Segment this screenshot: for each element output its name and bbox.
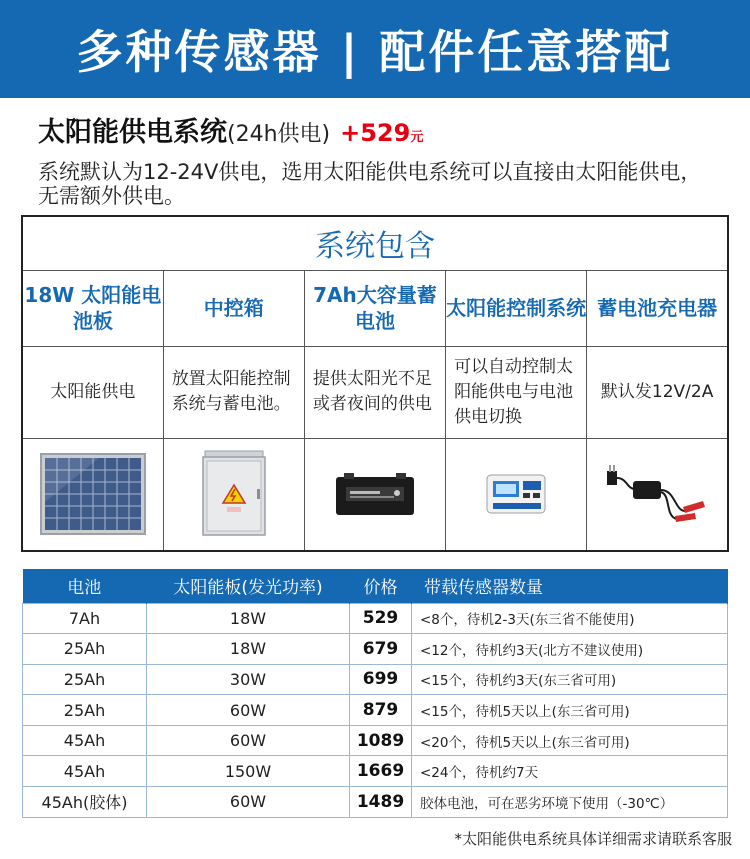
- panel-cell: 18W: [147, 634, 350, 665]
- battery-cell: 45Ah(胶体): [23, 787, 147, 818]
- item-name: 蓄电池充电器: [587, 270, 728, 346]
- solar-panel-image: [39, 452, 147, 536]
- battery-charger-image: [605, 461, 709, 527]
- header-banner: [0, 0, 750, 98]
- table-row: [23, 603, 728, 634]
- product-heading: [38, 110, 423, 149]
- table-row: [23, 634, 728, 665]
- item-name: 18W 太阳能电池板: [22, 270, 163, 346]
- item-image-cell: [446, 438, 587, 551]
- column-header: 电池: [23, 569, 147, 603]
- table-row: [23, 725, 728, 756]
- panel-cell: 60W: [147, 725, 350, 756]
- contents-title: 系统包含: [22, 216, 728, 270]
- product-price: +529: [340, 119, 411, 147]
- system-contents-table: [21, 215, 729, 552]
- panel-cell: 60W: [147, 787, 350, 818]
- table-row: [23, 664, 728, 695]
- control-box-image: [199, 449, 269, 539]
- product-description: 系统默认为12-24V供电，选用太阳能供电系统可以直接由太阳能供电，无需额外供电。: [38, 160, 702, 208]
- table-row: [23, 787, 728, 818]
- price-cell: 679: [350, 634, 412, 665]
- product-name: 太阳能供电系统: [38, 117, 227, 148]
- item-image-cell: [163, 438, 304, 551]
- battery-cell: 25Ah: [23, 634, 147, 665]
- capacity-cell: <20个，待机5天以上(东三省可用): [412, 725, 728, 756]
- battery-cell: 25Ah: [23, 664, 147, 695]
- panel-cell: 30W: [147, 664, 350, 695]
- price-cell: 1669: [350, 756, 412, 787]
- price-cell: 1489: [350, 787, 412, 818]
- battery-cell: 7Ah: [23, 603, 147, 634]
- item-desc: 提供太阳光不足或者夜间的供电: [304, 346, 445, 438]
- banner-title: 多种传感器 | 配件任意搭配: [76, 25, 674, 79]
- price-cell: 879: [350, 695, 412, 726]
- column-header: 价格: [350, 569, 412, 603]
- footnote: *太阳能供电系统具体详细需求请联系客服: [454, 830, 732, 848]
- capacity-cell: <24个，待机约7天: [412, 756, 728, 787]
- price-unit: 元: [410, 130, 424, 145]
- battery-cell: 25Ah: [23, 695, 147, 726]
- item-desc: 默认发12V/2A: [587, 346, 728, 438]
- battery-image: [334, 471, 416, 517]
- item-desc: 太阳能供电: [22, 346, 163, 438]
- capacity-cell: <15个，待机5天以上(东三省可用): [412, 695, 728, 726]
- battery-cell: 45Ah: [23, 756, 147, 787]
- capacity-cell: <12个，待机约3天(北方不建议使用): [412, 634, 728, 665]
- solar-controller-image: [485, 471, 547, 517]
- battery-cell: 45Ah: [23, 725, 147, 756]
- panel-cell: 150W: [147, 756, 350, 787]
- capacity-cell: <15个，待机约3天(东三省可用): [412, 664, 728, 695]
- table-row: [23, 695, 728, 726]
- panel-cell: 18W: [147, 603, 350, 634]
- capacity-cell: <8个，待机2-3天(东三省不能使用): [412, 603, 728, 634]
- product-subtitle: (24h供电): [227, 122, 331, 147]
- price-cell: 1089: [350, 725, 412, 756]
- capacity-cell: 胶体电池，可在恶劣环境下使用（-30℃）: [412, 787, 728, 818]
- item-image-cell: [587, 438, 728, 551]
- column-header: 太阳能板(发光功率): [147, 569, 350, 603]
- pricing-table: [22, 569, 728, 818]
- table-header-row: [23, 569, 728, 603]
- item-name: 7Ah大容量蓄电池: [304, 270, 445, 346]
- column-header: 带载传感器数量: [412, 569, 728, 603]
- item-image-cell: [22, 438, 163, 551]
- table-row: [23, 756, 728, 787]
- item-name: 中控箱: [163, 270, 304, 346]
- panel-cell: 60W: [147, 695, 350, 726]
- price-cell: 529: [350, 603, 412, 634]
- item-desc: 可以自动控制太阳能供电与电池供电切换: [446, 346, 587, 438]
- item-image-cell: [304, 438, 445, 551]
- item-desc: 放置太阳能控制系统与蓄电池。: [163, 346, 304, 438]
- item-name: 太阳能控制系统: [446, 270, 587, 346]
- price-cell: 699: [350, 664, 412, 695]
